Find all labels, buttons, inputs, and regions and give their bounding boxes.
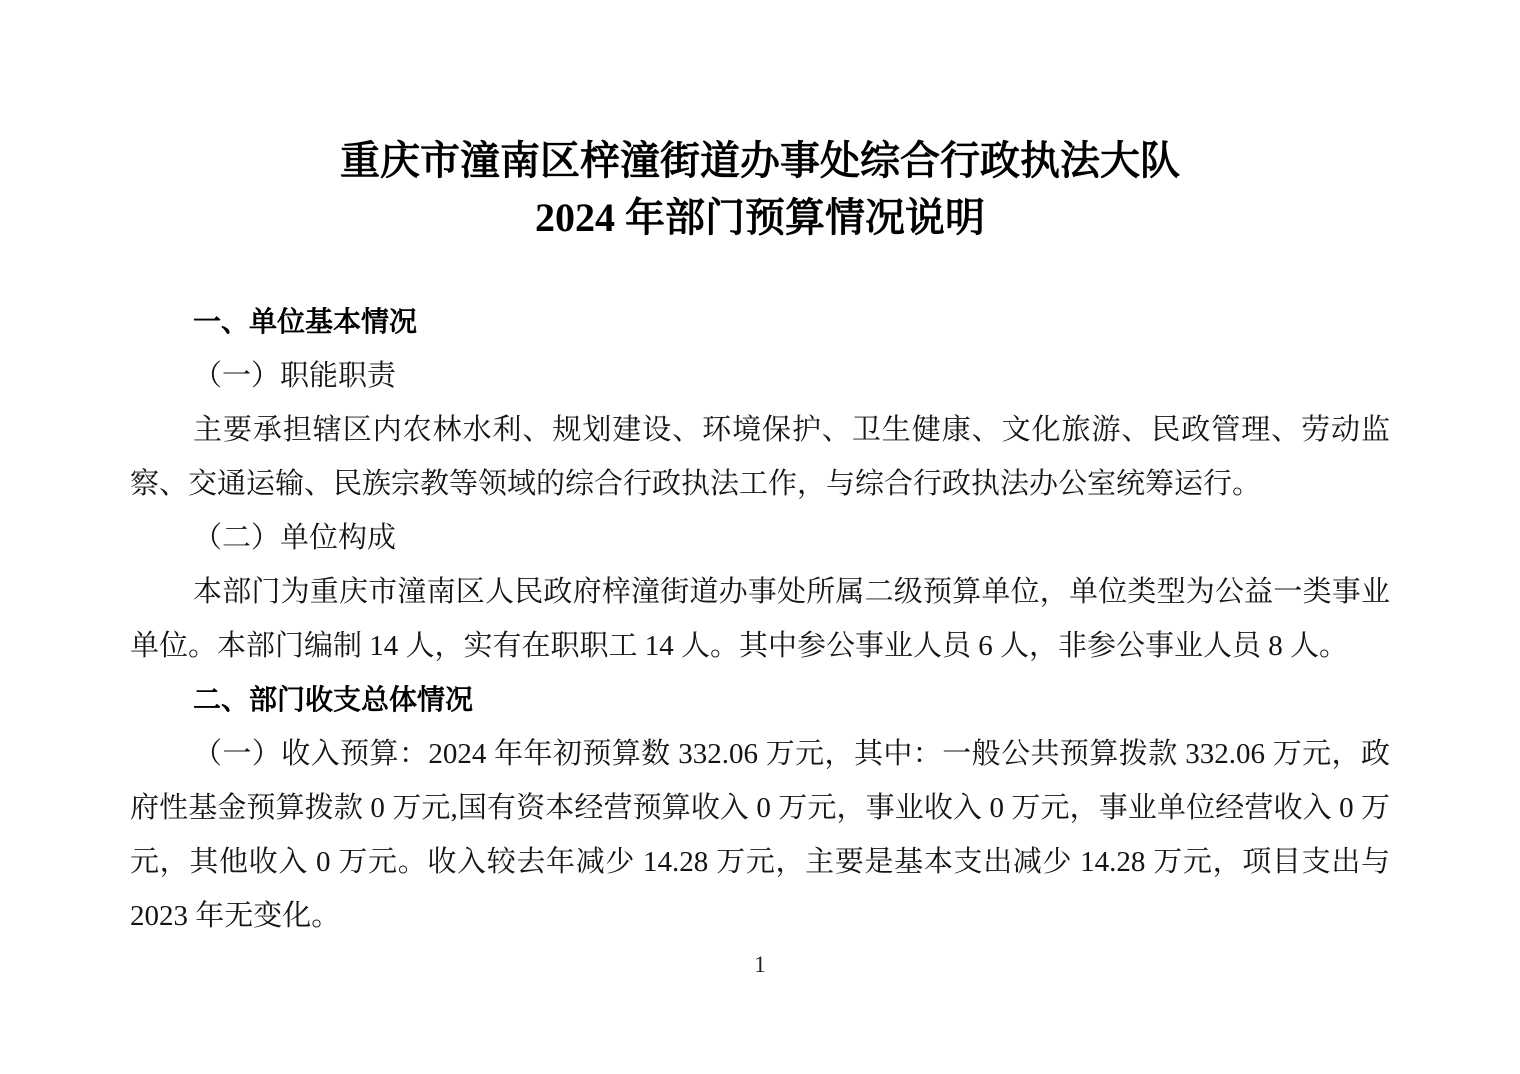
section-heading-unit-basic-info: 一、单位基本情况 — [193, 306, 418, 337]
paragraph-unit-composition: 本部门为重庆市潼南区人民政府梓潼街道办事处所属二级预算单位，单位类型为公益一类事业单位。本部门编制 14 人，实有在职职工 14 人。其中参公事业人员 6 人，非参公事业人员 8 人。 — [130, 576, 1390, 662]
document-title — [130, 132, 1390, 246]
document-title-line2: 2024 年部门预算情况说明 — [535, 195, 985, 240]
paragraph-revenue-budget: （一）收入预算：2024 年年初预算数 332.06 万元，其中：一般公共预算拨款 332.06 万元，政府性基金预算拨款 0 万元,国有资本经营预算收入 0 万元，事业收入 0 万元，事业单位经营收入 0 万元，其他收入 0 万元。收入较去年减少 14.28 万元，主要是基本支出减少 14.28 万元，项目支出与 2023 年无变化。 — [130, 738, 1390, 932]
page-number: 1 — [754, 952, 766, 977]
subsection-heading-unit-composition: （二）单位构成 — [193, 522, 397, 554]
section-heading-revenue-expenditure-overview: 二、部门收支总体情况 — [193, 684, 474, 715]
document-title-line1: 重庆市潼南区梓潼街道办事处综合行政执法大队 — [340, 138, 1180, 183]
subsection-heading-duties: （一）职能职责 — [193, 360, 397, 392]
paragraph-duties: 主要承担辖区内农林水利、规划建设、环境保护、卫生健康、文化旅游、民政管理、劳动监察、交通运输、民族宗教等领域的综合行政执法工作，与综合行政执法办公室统筹运行。 — [130, 414, 1390, 500]
document-body — [130, 295, 1390, 943]
